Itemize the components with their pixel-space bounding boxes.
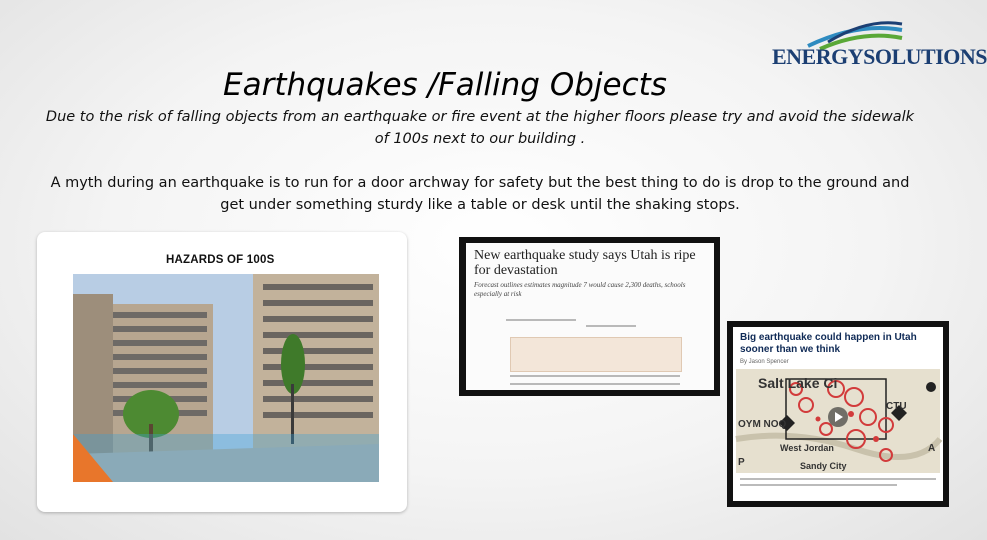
article1-headline: New earthquake study says Utah is ripe for devastation: [474, 248, 696, 278]
article1-subhead: Forecast outlines estimates magnitude 7 would cause 2,300 deaths, schools especially at risk: [474, 281, 686, 298]
article1-text-line: [510, 383, 680, 385]
article2-caption-line: [740, 476, 936, 486]
page-title: Earthquakes /Falling Objects: [223, 66, 667, 103]
article1-text-line: [510, 375, 680, 377]
hazards-heading: HAZARDS OF 100S: [166, 254, 275, 266]
building-sidewalk-photo: [73, 274, 379, 482]
map-label-p: P: [738, 457, 745, 468]
hazards-photo-card: [37, 232, 407, 512]
news-article-utah-ripe: [459, 237, 720, 396]
map-label-oym-noq: OYM NOQ: [738, 419, 787, 430]
street-scene-image: [73, 274, 379, 482]
article2-headline: Big earthquake could happen in Utah sooner than we think: [740, 332, 917, 355]
falling-objects-notice: Due to the risk of falling objects from an earthquake or fire event at the higher floors please try and avoid the sidewalk of 100s next to our building .: [45, 109, 915, 147]
earthquake-myth-text: A myth during an earthquake is to run for a door archway for safety but the best thing to do is drop to the ground and get under something sturdy like a table or desk until the shaking stops.: [50, 175, 910, 213]
energysolutions-logo: [768, 16, 987, 72]
earthquake-map: [736, 369, 940, 473]
article1-date-line: [586, 325, 636, 327]
map-label-west-jordan: West Jordan: [780, 443, 834, 453]
article1-byline-line: [506, 319, 576, 321]
article2-byline: By Jason Spencer: [740, 359, 789, 365]
map-label-salt-lake: Salt Lake Ci: [758, 375, 838, 391]
article1-callout-box: [510, 337, 682, 372]
news-article-big-earthquake: [727, 321, 949, 507]
logo-wordmark: ENERGYSOLUTIONS: [772, 44, 987, 69]
map-label-sandy: Sandy City: [800, 461, 847, 471]
map-label-a: A: [928, 443, 936, 454]
map-label-ctu: CTU: [886, 401, 907, 412]
